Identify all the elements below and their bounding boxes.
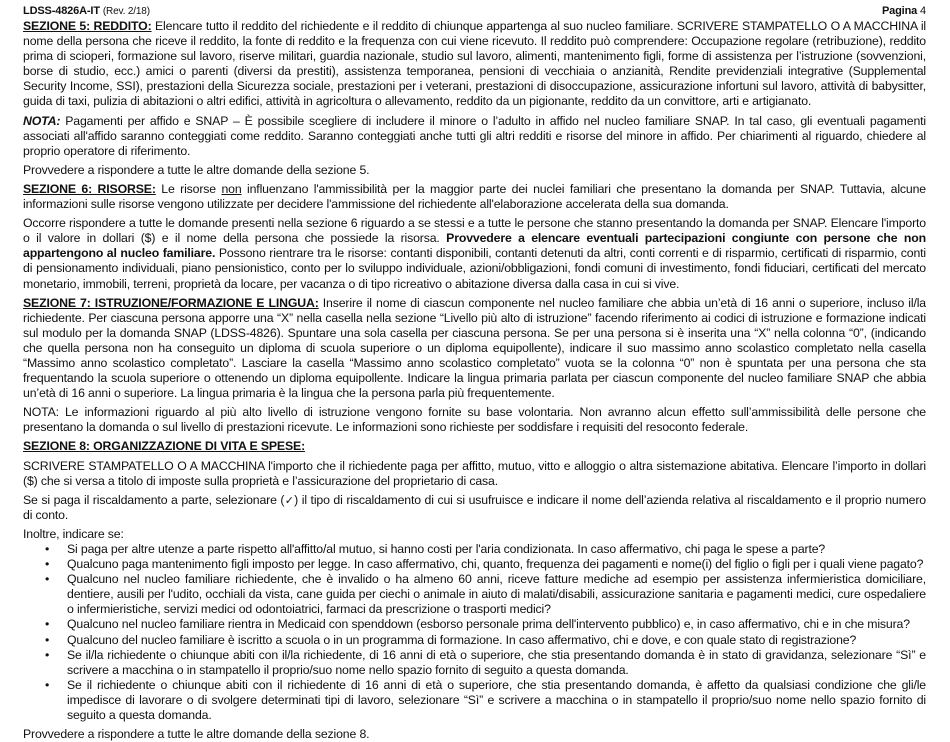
section-6-p2-bold: Provvedere a elencare eventuali partecipazioni congiunte con persone che non appartengono al nucleo familiare. xyxy=(23,231,927,261)
list-item: • Se il/la richiedente o chiunque abiti con il/la richiedente, di 16 anni di età o superiore, che stia presentando domanda è in stato di gravidanza, selezionare “Sì” e scrivere a macchina o in stampatello il proprio/suo nome nello spazio fornito di seguito a questa domanda. xyxy=(67,648,926,678)
section-6-intro-non: non xyxy=(221,181,242,196)
page-header xyxy=(23,4,926,19)
section-5-title: SEZIONE 5: REDDITO: xyxy=(23,19,152,33)
section-5-paragraph xyxy=(23,19,926,110)
list-item: • Qualcuno paga mantenimento figli imposto per legge. In caso affermativo, chi, quanto, frequenza dei pagamenti e nome(i) del figlio o figli per i quali viene pagato? xyxy=(67,557,926,572)
section-6-p2-a: Occorre rispondere a tutte le domande presenti nella sezione 6 riguardo a se stessi e a tutte le persone che stanno presentando la domanda per SNAP. Elencare l'importo o il valore in dollari ($) e il nome della persona che possiede la risorsa. xyxy=(23,216,926,246)
section-5-note-text: Pagamenti per affido e SNAP – È possibile scegliere di includere il minore o l’adulto in affido nel nucleo familiare SNAP. In tal caso, gli eventuali pagamenti associati all'affido saranno conteggiati come reddito. Saranno conteggiati anche tutti gli altri redditi e risorse del minore in affido. Per chiarimenti al riguardo, chiedere al proprio operatore di riferimento. xyxy=(23,113,926,158)
section-6-intro-a: Le risorse xyxy=(155,181,222,196)
list-item: • Si paga per altre utenze a parte rispetto all'affitto/al mutuo, si hanno costi per l'aria condizionata. In caso affermativo, chi paga le spese a parte? xyxy=(67,542,926,557)
list-item: • Qualcuno del nucleo familiare è iscritto a scuola o in un programma di formazione. In caso affermativo, chi e dove, e con quale stato di registrazione? xyxy=(67,633,926,648)
section-8-p2-b: ) il tipo di riscaldamento di cui si usufruisce e indicare il nome dell’azienda relativa al riscaldamento e il proprio numero di conto. xyxy=(23,492,926,522)
section-6-p2-b: Possono rientrare tra le risorse: contanti disponibili, contanti detenuti da altri, conti correnti e di risparmio, certificati di risparmio, conti di pensionamento individuali, piano pensionistico, conto per lo sviluppo individuale, azioni/obbligazioni, fondi comuni di investimento, fondi fiduciari, certificati del mercato monetario, immobili, terreni, proprietà da locare, per vacanza o di tipo ricreativo o abitazione diversa dalla casa in cui si vive. xyxy=(23,246,926,291)
page-label: Pagina xyxy=(881,5,918,17)
section-8-title: SEZIONE 8: ORGANIZZAZIONE DI VITA E SPESE: xyxy=(23,439,306,454)
section-8-closing: Provvedere a rispondere a tutte le altre domande della sezione 8. xyxy=(23,727,370,742)
section-8-p2-a: Se si paga il riscaldamento a parte, selezionare ( xyxy=(23,492,285,507)
section-6-resources-paragraph xyxy=(23,216,926,291)
section-7-body: Inserire il nome di ciascun componente nel nucleo familiare che abbia un’età di 16 anni o superiore, incluso il/la richiedente. Per ciascuna persona apporre una “X” nella casella nella sezione “Livello più alto di istruzione” facendo riferimento ai codici di istruzione e formazione indicati sul modulo per la domanda SNAP (LDSS-4826). Spuntare una sola casella per ciascuna persona. Se per una persona si è inserita una “X” nella colonna “0”, (indicando che quella persona non ha conseguito un diploma di scuola superiore o un diploma equipollente), indicare il suo massimo anno scolastico completato nella casella “Massimo anno scolastico completato”. Lasciare la casella “Massimo anno scolastico completato” vuota se la colonna “0” non è spuntata per una persona che sta frequentando la scuola superiore o ottenendo un diploma equipollente. Indicare la lingua primaria parlata per ciascun componente del nucleo familiare SNAP che abbia un’età di 16 anni o superiore. La lingua primaria è la lingua che la persona parla più frequentemente. xyxy=(23,295,927,401)
section-8-title-line xyxy=(23,439,926,454)
section-5-note-label: NOTA: xyxy=(23,113,61,128)
section-6-intro-b: influenzano l'ammissibilità per la maggior parte dei nuclei familiari che presentano la domanda per SNAP. Tuttavia, alcune informazioni sulle risorse vengono utilizzate per decidere l'ammissione del richiedente all'elaborazione accelerata della sua domanda. xyxy=(23,181,926,212)
section-8-paragraph-2 xyxy=(23,493,926,523)
section-8-paragraph-3: Inoltre, indicare se: xyxy=(23,526,124,541)
section-7-paragraph xyxy=(23,296,926,402)
section-6-paragraph xyxy=(23,182,926,212)
section-5-closing: Provvedere a rispondere a tutte le altre domande della sezione 5. xyxy=(23,162,370,177)
list-item: • Se il richiedente o chiunque abiti con il richiedente di 16 anni di età o superiore, che stia presentando domanda, è affetto da qualsiasi condizione che gli/le impedisce di lavorare o di svolgere determinati tipi di lavoro, selezionare “Sì” e scrivere a macchina o in stampatello il proprio/suo nome nello spazio fornito di seguito a questa domanda. xyxy=(67,678,926,723)
section-7-note: NOTA: Le informazioni riguardo al più alto livello di istruzione vengono fornite su base volontaria. Non avranno alcun effetto sull’ammissibilità delle persone che presentano la domanda o sul livello di prestazioni ricevute. Le informazioni sono richieste per soddisfare i requisiti del resoconto federale. xyxy=(23,405,926,435)
section-5-body: Elencare tutto il reddito del richiedente e il reddito di chiunque appartenga al suo nucleo familiare. SCRIVERE STAMPATELLO O A MACCHINA il nome della persona che riceve il reddito, la fonte di reddito e la frequenza con cui viene ricevuto. Il reddito può comprendere: Occupazione regolare (retribuzione), reddito prima di scioperi, formazione sul lavoro, riserve militari, guardia nazionale, studio sul lavoro, alimenti, mantenimento figli, forme di assistenza per l’istruzione (sovvenzioni, borse di studio, ecc.) amici o parenti (diversi da prestiti), assistenza temporanea, pensioni di vecchiaia o anzianità, Rendite previdenziali integrative (Supplemental Security Income, SSI), prestazioni della Sicurezza sociale, prestazioni per i veterani, prestazioni di disoccupazione, assicurazione infortuni sul lavoro, attività di babysitter, guida di taxi, pulizia di abitazioni o altri edifici, attività in agricoltura o allevamento, reddito da un pigionante, reddito da un convittore, arti e artigianato. xyxy=(23,19,926,109)
section-5-note xyxy=(23,114,926,159)
section-7-title: SEZIONE 7: ISTRUZIONE/FORMAZIONE E LINGUA: xyxy=(23,295,319,310)
section-8-bullet-list xyxy=(23,542,926,723)
section-6-title: SEZIONE 6: RISORSE: xyxy=(23,181,156,196)
page-number-block xyxy=(882,4,926,19)
form-id: LDSS-4826A-IT xyxy=(23,5,100,17)
section-8-paragraph-1: SCRIVERE STAMPATELLO O A MACCHINA l'importo che il richiedente paga per affitto, mutuo, vitto e alloggio o altra sistemazione abitativa. Elencare l’importo in dollari ($) che si versa a titolo di imposte sulla proprietà e l’assicurazione del proprietario di casa. xyxy=(23,458,926,488)
form-revision: (Rev. 2/18) xyxy=(102,6,150,17)
list-item: • Qualcuno nel nucleo familiare richiedente, che è invalido o ha almeno 60 anni, riceve fatture mediche ad esempio per assistenza infermieristica domiciliare, dentiere, ausili per l'udito, occhiali da vista, cane guida per ciechi o animale in aiuto di malati/disabili, assicurazione sanitaria e pagamenti medici, cure ospedaliere o infermieristiche, servizi medici od odontoiatrici, farmaci da prescrizione o trasporti medici? xyxy=(67,572,926,617)
page-number: 4 xyxy=(920,5,926,17)
list-item: • Qualcuno nel nucleo familiare rientra in Medicaid con spenddown (esborso personale prima dell'intervento pubblico) e, in caso affermativo, chi e in che misura? xyxy=(67,617,926,632)
checkmark-icon: ✓ xyxy=(284,493,295,507)
form-id-block xyxy=(23,4,150,19)
